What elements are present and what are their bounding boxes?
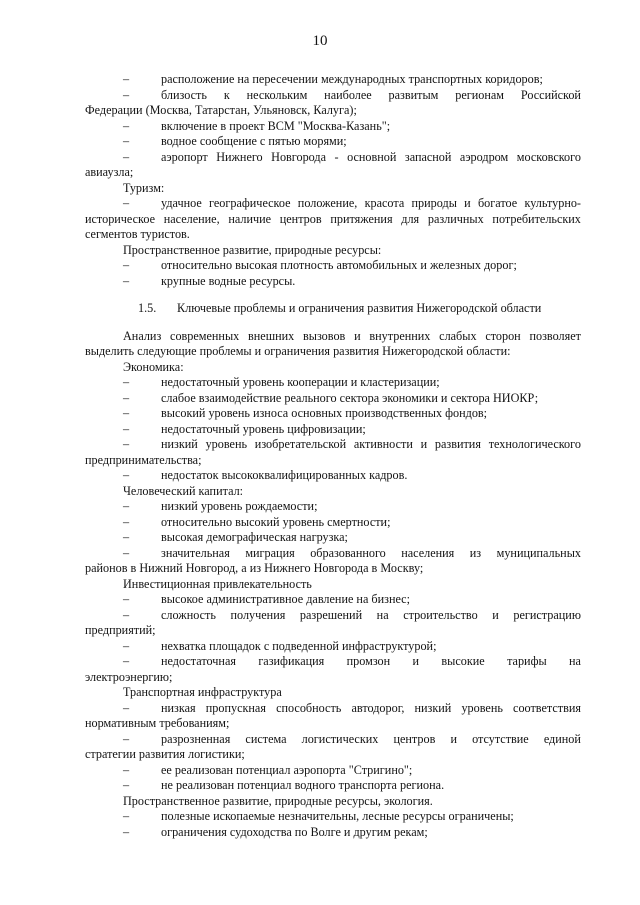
list-item-text: водное сообщение с пятью морями;: [161, 134, 347, 148]
list-item: [85, 592, 581, 608]
list-item-text: недостаток высококвалифицированных кадров.: [161, 468, 408, 482]
word: разрозненная: [161, 731, 231, 746]
list-item-text: расположение на пересечении международных транспортных коридоров;: [161, 72, 543, 86]
list-item-text: высокая демографическая нагрузка;: [161, 530, 348, 544]
word: природы: [411, 196, 457, 210]
word: различных: [427, 211, 484, 226]
justified-line: [161, 150, 581, 166]
list-item: [85, 778, 581, 794]
dash-icon: –: [123, 273, 130, 288]
list-item-continuation: стратегии развития логистики;: [85, 747, 245, 761]
paragraph-line: выделить следующие проблемы и ограничения развития Нижегородской области:: [85, 344, 511, 358]
document-body: [85, 72, 581, 840]
dash-icon: –: [123, 468, 130, 482]
word: низкий: [414, 700, 452, 715]
list-item: [85, 196, 581, 212]
list-item: [85, 72, 581, 88]
paragraph-line: [85, 329, 581, 345]
word: Новгорода: [271, 149, 327, 164]
dash-icon: –: [123, 149, 130, 164]
dash-icon: –: [123, 731, 130, 746]
list-item: [85, 422, 581, 438]
list-item: [85, 150, 581, 166]
word: промзон: [346, 654, 391, 668]
dash-icon: –: [123, 824, 130, 839]
word: основной: [347, 149, 397, 164]
justified-line: [161, 196, 581, 212]
dash-icon: –: [123, 375, 130, 389]
word: тарифы: [507, 654, 547, 668]
justified-line: [161, 654, 581, 670]
page-number: 10: [312, 33, 328, 49]
justified-line: [85, 212, 581, 228]
word: удачное: [161, 196, 202, 210]
word: развития: [434, 437, 481, 451]
justified-line: [123, 329, 581, 345]
list-item: [85, 391, 581, 407]
list-item: [85, 375, 581, 391]
word: газификация: [258, 654, 325, 668]
list-item-text: ограничения судоходства по Волге и другим рекам;: [161, 824, 428, 839]
dash-icon: –: [123, 762, 130, 777]
list-item-text: относительно высокая плотность автомобильных и железных дорог;: [161, 258, 517, 272]
list-item: [85, 468, 581, 484]
justified-line: [161, 608, 581, 624]
list-item: [85, 258, 581, 274]
word: и: [464, 196, 471, 210]
word: московского: [516, 149, 581, 164]
subheading-spatial-ecology: Пространственное развитие, природные ресурсы, экология.: [123, 793, 433, 808]
word: сложность: [161, 607, 216, 622]
dash-icon: –: [123, 390, 130, 405]
word: населения: [401, 545, 455, 560]
word: и: [354, 328, 361, 343]
word: строительство: [403, 607, 478, 622]
word: муниципальных: [496, 545, 581, 560]
word: регионам: [455, 87, 505, 102]
dash-icon: –: [123, 196, 130, 210]
dash-icon: –: [123, 654, 130, 668]
word: низкий: [161, 437, 198, 451]
list-item-continuation: предприятий;: [85, 623, 156, 637]
list-item-continuation: электроэнергию;: [85, 669, 173, 684]
list-item-continuation: районов в Нижний Новгород, а из Нижнего Новгорода в Москву;: [85, 561, 424, 575]
word: население,: [163, 211, 220, 226]
dash-icon: –: [123, 421, 130, 436]
dash-icon: –: [123, 72, 130, 86]
subheading-economy: Экономика:: [123, 359, 184, 374]
list-item: [85, 406, 581, 422]
list-item-text: ее реализован потенциал аэропорта "Стригино";: [161, 762, 413, 777]
word: положение,: [297, 196, 358, 210]
dash-icon: –: [123, 134, 130, 148]
dash-icon: –: [123, 545, 130, 560]
list-item: [85, 119, 581, 135]
justified-line: [161, 701, 581, 717]
word: и: [420, 437, 428, 451]
word: образованного: [310, 545, 386, 560]
word: соответствия: [513, 700, 581, 715]
word: и: [492, 607, 499, 622]
list-item: [85, 437, 581, 453]
word: аэродром: [459, 149, 509, 164]
list-item: [85, 825, 581, 841]
word: на: [569, 654, 581, 668]
word: богатое: [477, 196, 518, 210]
word: развитым: [388, 87, 439, 102]
list-item-text: не реализован потенциал водного транспорта региона.: [161, 778, 445, 792]
word: высокие: [441, 654, 485, 668]
word: и: [412, 654, 420, 668]
word: пропускная: [205, 700, 266, 715]
word: наличие: [228, 211, 272, 226]
list-item: [85, 701, 581, 717]
dash-icon: –: [123, 700, 130, 715]
list-item: [85, 546, 581, 562]
word: для: [401, 211, 420, 226]
word: нескольким: [246, 87, 308, 102]
word: отсутствие: [472, 731, 529, 746]
subheading-human-capital: Человеческий капитал:: [123, 483, 244, 498]
dash-icon: –: [123, 499, 130, 513]
word: единой: [543, 731, 581, 746]
list-item-continuation: Федерации (Москва, Татарстан, Ульяновск, Калуга);: [85, 103, 357, 117]
list-item-continuation: нормативным требованиям;: [85, 716, 230, 730]
word: сторон: [485, 328, 521, 343]
list-item: [85, 763, 581, 779]
word: логистических: [301, 731, 379, 746]
dash-icon: –: [123, 514, 130, 529]
word: низкая: [161, 700, 196, 715]
word: наиболее: [324, 87, 372, 102]
word: потребительских: [492, 211, 581, 226]
word: изобретательской: [254, 437, 347, 451]
word: центров: [393, 731, 436, 746]
justified-line: [161, 732, 581, 748]
list-item: [85, 654, 581, 670]
list-item: [85, 274, 581, 290]
dash-icon: –: [123, 638, 130, 653]
list-item-continuation: авиаузла;: [85, 165, 134, 179]
dash-icon: –: [123, 530, 130, 544]
list-item: [85, 809, 581, 825]
subheading-spatial: Пространственное развитие, природные ресурсы:: [123, 242, 382, 257]
dash-icon: –: [123, 406, 130, 420]
word: географическое: [209, 196, 291, 210]
word: Анализ: [123, 328, 162, 343]
list-item: [85, 515, 581, 531]
word: получения: [230, 607, 286, 622]
word: слабых: [439, 328, 477, 343]
list-item-text: относительно высокий уровень смертности;: [161, 514, 391, 529]
word: разрешений: [299, 607, 363, 622]
word: Российской: [520, 87, 581, 102]
list-item-text: крупные водные ресурсы.: [161, 273, 296, 288]
justified-line: [161, 88, 581, 104]
list-item: [85, 608, 581, 624]
word: активности: [353, 437, 413, 451]
list-item-text: нехватка площадок с подведенной инфраструктурой;: [161, 638, 437, 653]
justified-line: [161, 437, 581, 453]
dash-icon: –: [123, 437, 130, 451]
word: автодорог,: [351, 700, 405, 715]
list-item-text: низкий уровень рождаемости;: [161, 499, 318, 513]
list-item-text: высокое административное давление на бизнес;: [161, 592, 410, 606]
word: внешних: [248, 328, 295, 343]
word: современных: [170, 328, 240, 343]
word: запасной: [404, 149, 452, 164]
word: система: [245, 731, 287, 746]
word: уровень: [205, 437, 248, 451]
word: к: [223, 87, 230, 102]
list-item-text: недостаточный уровень цифровизации;: [161, 421, 366, 436]
word: на: [376, 607, 389, 622]
dash-icon: –: [123, 809, 130, 823]
list-item: [85, 134, 581, 150]
dash-icon: –: [123, 118, 130, 133]
word: -: [334, 149, 339, 164]
subheading-transport: Транспортная инфраструктура: [123, 685, 282, 699]
dash-icon: –: [123, 607, 130, 622]
word: из: [469, 545, 482, 560]
word: недостаточная: [161, 654, 236, 668]
word: способность: [276, 700, 342, 715]
justified-line: [161, 546, 581, 562]
list-item-text: включение в проект ВСМ "Москва-Казань";: [161, 118, 391, 133]
list-item-text: слабое взаимодействие реального сектора экономики и сектора НИОКР;: [161, 390, 539, 405]
word: миграция: [245, 545, 295, 560]
word: уровень: [461, 700, 503, 715]
word: технологического: [488, 437, 581, 451]
section-title: Ключевые проблемы и ограничения развития Нижегородской области: [177, 301, 542, 315]
list-item-text: полезные ископаемые незначительны, лесные ресурсы ограничены;: [161, 809, 514, 823]
word: вызовов: [303, 328, 346, 343]
list-item: [85, 530, 581, 546]
word: аэропорт: [161, 149, 208, 164]
list-item-continuation: предпринимательства;: [85, 452, 202, 467]
list-item-text: высокий уровень износа основных производственных фондов;: [161, 406, 488, 420]
word: центров: [279, 211, 322, 226]
word: притяжения: [330, 211, 393, 226]
word: и: [450, 731, 457, 746]
word: культурно-: [524, 196, 581, 210]
word: красота: [364, 196, 405, 210]
word: Нижнего: [216, 149, 263, 164]
dash-icon: –: [123, 592, 130, 606]
list-item-continuation: сегментов туристов.: [85, 227, 190, 241]
word: позволяет: [529, 328, 581, 343]
list-item: [85, 732, 581, 748]
section-heading: [85, 301, 581, 317]
word: близость: [161, 87, 207, 102]
subheading-tourism: Туризм:: [123, 180, 165, 195]
list-item: [85, 88, 581, 104]
section-number: 1.5.: [138, 301, 157, 315]
list-item: [85, 639, 581, 655]
word: регистрацию: [513, 607, 581, 622]
word: внутренних: [369, 328, 431, 343]
dash-icon: –: [123, 87, 130, 102]
dash-icon: –: [123, 258, 130, 272]
dash-icon: –: [123, 778, 130, 792]
list-item: [85, 499, 581, 515]
word: значительная: [161, 545, 230, 560]
word: историческое: [85, 211, 156, 226]
subheading-investment: Инвестиционная привлекательность: [123, 576, 312, 591]
list-item-text: недостаточный уровень кооперации и кластеризации;: [161, 375, 440, 389]
